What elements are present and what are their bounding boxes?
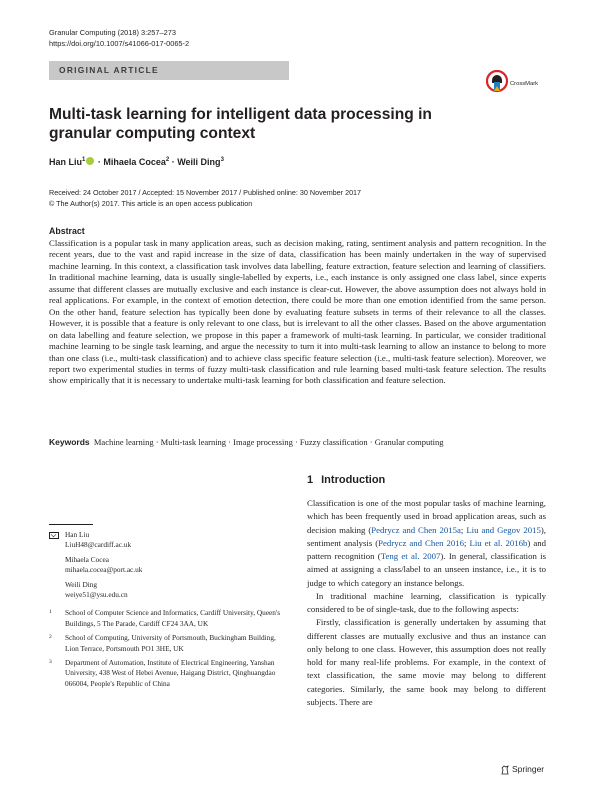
contact-email[interactable]: mihaela.cocea@port.ac.uk (65, 565, 143, 575)
affiliation-text: Department of Automation, Institute of Electrical Engineering, Yanshan University, 438 West of Hebei Avenue, Haigang District, Qinghuangdao 066004, People's Republic of China (65, 658, 276, 688)
springer-horse-icon (500, 765, 510, 775)
journal-header (49, 27, 189, 49)
section-number: 1 (307, 474, 314, 486)
citation-link[interactable]: Teng et al. 2007 (380, 551, 441, 561)
crossmark-badge[interactable] (486, 70, 546, 96)
crossmark-icon (486, 70, 508, 94)
contact-entry (49, 530, 284, 551)
citation-link[interactable]: Pedrycz and Chen 2015a (371, 524, 461, 535)
publisher-footer (500, 764, 544, 775)
crossmark-label: CrossMark (510, 81, 539, 87)
history-line: Received: 24 October 2017 / Accepted: 15 November 2017 / Published online: 30 November 2017 (49, 188, 362, 197)
introduction-body (307, 497, 546, 709)
text-run: Classification is one of the most popular tasks of machine learning, which has been frequently used in broad application areas, such as decision making ( (307, 498, 546, 535)
publisher-name: Springer (512, 764, 545, 774)
article-type-label: ORIGINAL ARTICLE (59, 65, 159, 75)
contact-entry (49, 580, 284, 601)
keywords-label: Keywords (49, 437, 90, 447)
text-run: ) and pattern recognition ( (307, 537, 546, 561)
author-affiliation-mark: 2 (165, 157, 170, 163)
abstract-body (49, 238, 546, 387)
affiliation (49, 608, 284, 629)
citation-link[interactable]: Liu et al. 2016b (469, 537, 528, 548)
article-title: Multi-task learning for intelligent data processing in granular computing context (49, 106, 432, 142)
affiliation-number: 3 (49, 659, 52, 666)
author-separator: · (169, 157, 178, 167)
doi-link[interactable]: https://doi.org/10.1007/s41066-017-0065-2 (49, 39, 190, 48)
affiliation-number: 2 (49, 634, 52, 641)
affiliation (49, 633, 284, 654)
article-type-banner (49, 61, 289, 80)
copyright-line: © The Author(s) 2017. This article is an open access publication (49, 198, 253, 208)
author-name[interactable]: Mihaela Cocea (103, 157, 166, 167)
affiliation-number: 1 (49, 609, 52, 616)
publication-dates (49, 188, 361, 209)
orcid-icon[interactable] (86, 157, 94, 165)
contact-name: Weili Ding (65, 579, 98, 589)
section-title: Introduction (321, 474, 386, 486)
text-run: ; (464, 537, 470, 548)
text-run: ), sentiment analysis ( (307, 524, 546, 548)
contact-block (49, 530, 284, 689)
affiliation-text: School of Computer Science and Informatics, Cardiff University, Queen's Buildings, 5 The Parade, Cardiff CF24 3AA, UK (65, 608, 281, 628)
citation-link[interactable]: Liu and Gegov 2015 (466, 524, 541, 535)
citation-link[interactable]: Pedrycz and Chen 2016 (378, 537, 465, 548)
author-list (49, 157, 224, 167)
contact-entry (49, 555, 284, 576)
abstract-text: Classification is a popular task in many application areas, such as decision making, rating, sentiment analysis and pattern recognition. In the recent years, due to the vast and rapid increase in the size of data, classification has been mainly undertaken in the way of supervised machine learning. In this context, a classification task involves data labelling, feature extraction, feature selection and learning of classifiers. In traditional machine learning, data is usually single-labelled by experts, i.e., each instance is only assigned one class label, since experts assume that different classes are mutually exclusive and each instance is clear-cut. However, the above assumption does not always hold in real applications. For example, in the context of emotion detection, there could be more than one emotion identified from the same person. On the other hand, feature selection has typically been done by evaluating feature subsets in terms of their relevance to all the classes. However, it is possible that a feature is only relevant to one class, but is irrelevant to all the other classes. Based on the above argumentation on data labelling and feature selection, we propose in this paper a framework of multi-task learning. In particular, we consider traditional machine learning to be single task learning, and argue the necessity to turn it into multi-task learning to allow an instance to belong to more than one class (i.e., multi-task classification) and to achieve class specific feature selection (i.e., multi-task feature selection). Moreover, we report two experimental studies in terms of fuzzy multi-task classification and rule learning based multi-task feature selection. The results show empirically that it is necessary to undertake multi-task learning for both classification and feature selection. (49, 238, 546, 386)
paragraph (307, 497, 546, 590)
paragraph: Firstly, classification is generally undertaken by assuming that different classes are mutually exclusive and thus an instance can only belong to one class. However, this assumption does not really hold for many real-life problems. For example, in the context of text classification, the same movie may belong to different categories. Similarly, the same book may belong to different subjects. There are (307, 617, 546, 707)
author-affiliation-mark: 3 (220, 157, 224, 163)
envelope-icon (49, 532, 59, 539)
contact-name: Han Liu (65, 530, 90, 539)
affiliation-text: School of Computing, University of Portsmouth, Buckingham Building, Lion Terrace, Portsmouth PO1 3HE, UK (65, 633, 276, 653)
paragraph: In traditional machine learning, classification is typically considered to be of single-task, due to the following aspects: (307, 590, 546, 614)
contact-email[interactable]: weiye51@ysu.edu.cn (65, 590, 128, 600)
author-affiliation-mark: 1 (82, 157, 86, 163)
author-name[interactable]: Weili Ding (177, 157, 221, 167)
text-run: ). In general, classification is aimed at assigning a class/label to an unseen instance, i.e., it is to judge to which category an instance belongs. (307, 551, 547, 588)
keywords (49, 437, 549, 447)
contact-name: Mihaela Cocea (65, 554, 109, 564)
text-run: ; (460, 524, 467, 535)
author-separator: · (95, 157, 104, 167)
abstract-heading: Abstract (49, 226, 85, 236)
keywords-list: Machine learning · Multi-task learning · Image processing · Fuzzy classification · Granular computing (93, 437, 444, 447)
section-heading (307, 474, 385, 486)
author-name[interactable]: Han Liu (49, 157, 82, 167)
footnote-divider (49, 524, 93, 525)
affiliation (49, 658, 284, 689)
journal-citation: Granular Computing (2018) 3:257–273 (49, 28, 176, 37)
contact-email[interactable]: LiuH48@cardiff.ac.uk (65, 540, 132, 550)
